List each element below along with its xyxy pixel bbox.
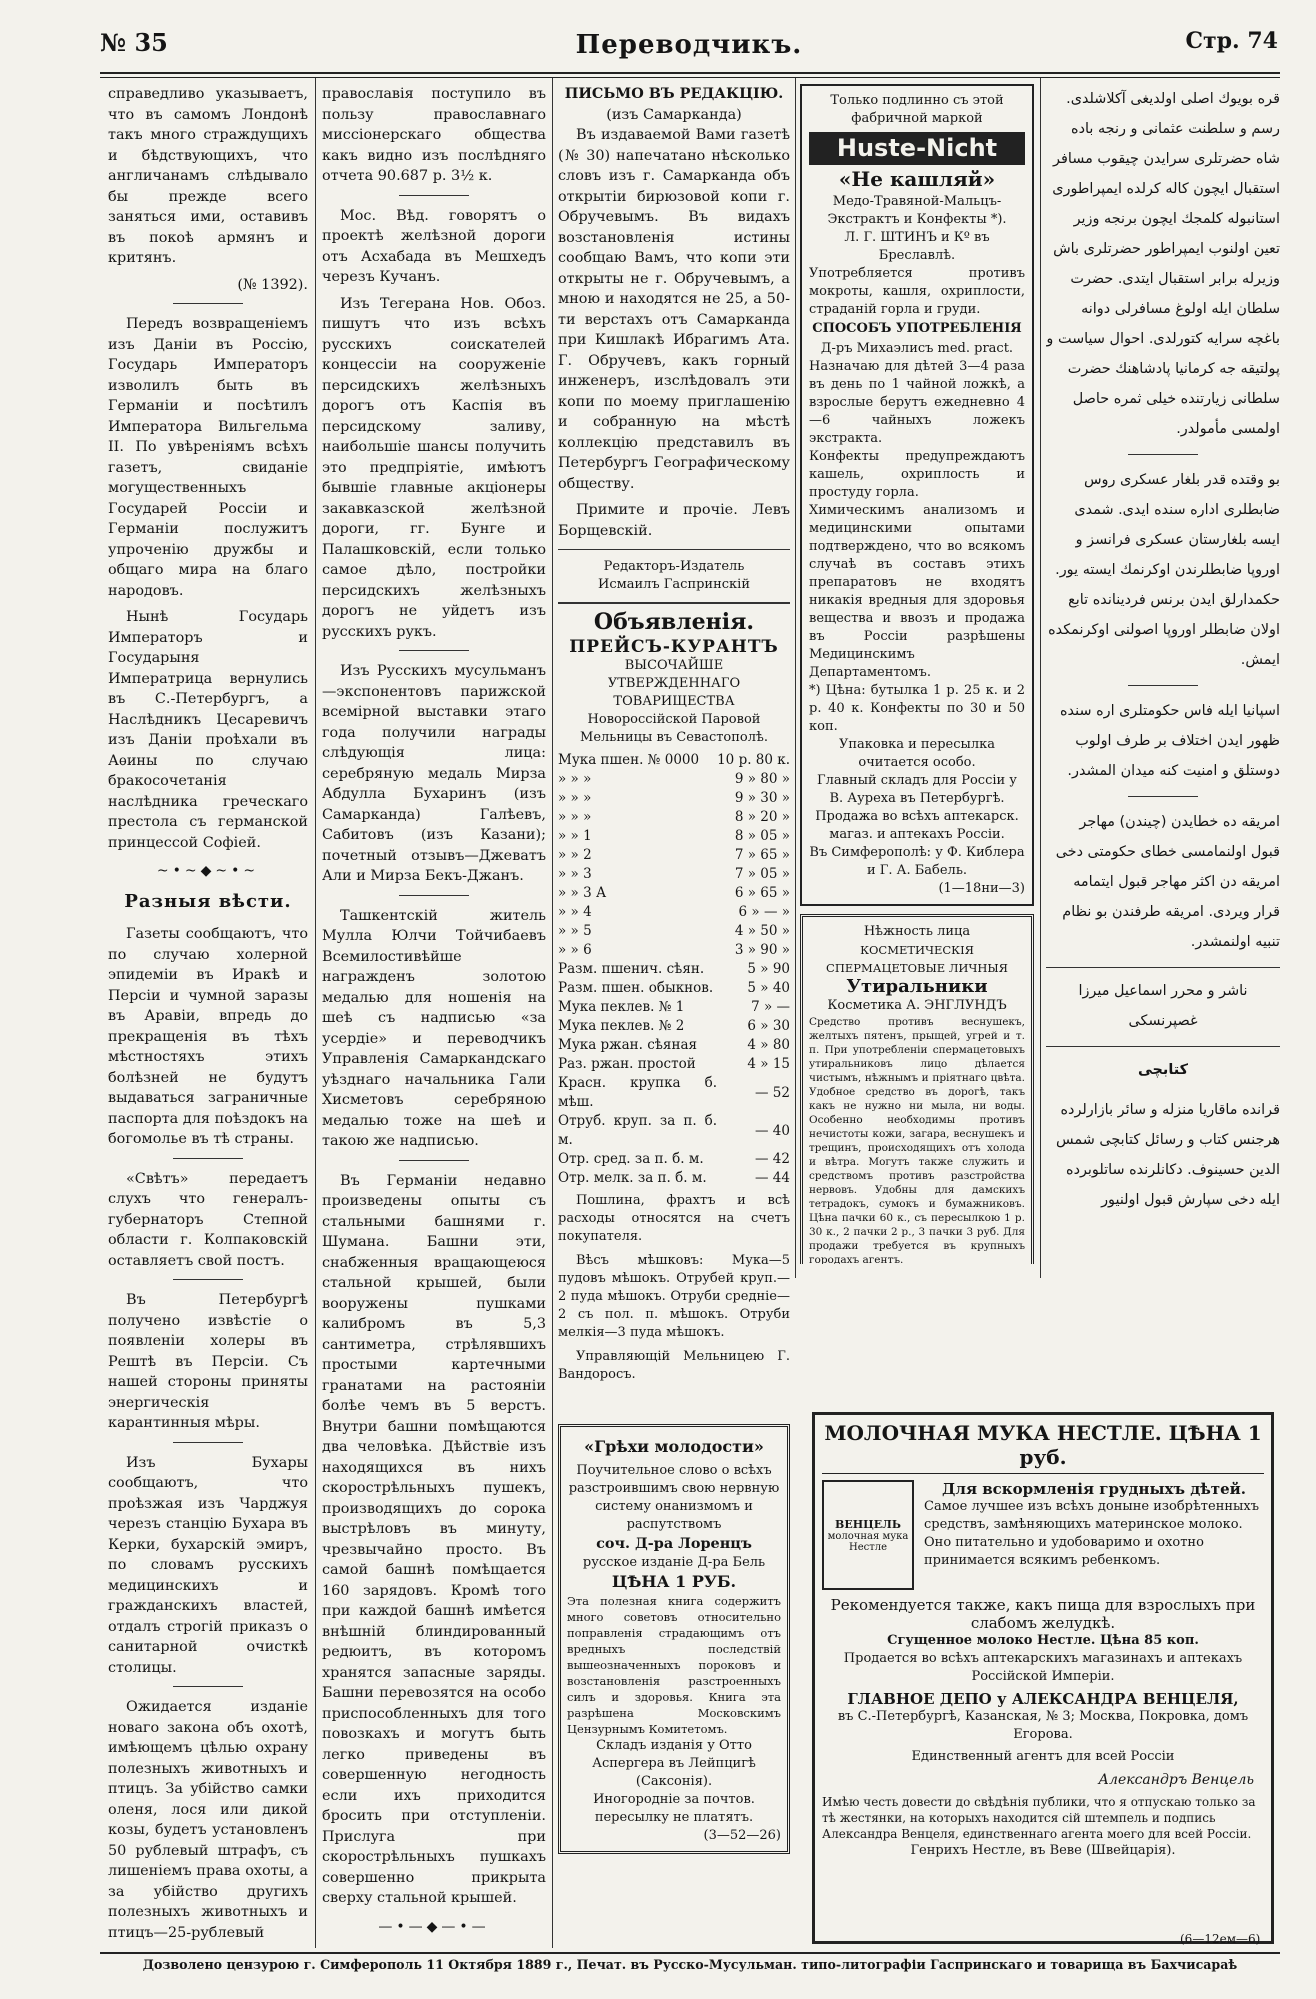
nestle-availability: Продается во всѣхъ аптекарскихъ магазинахъ и аптекахъ Россійской Имперіи.	[843, 1651, 1243, 1684]
price-item-name: » » »	[558, 771, 592, 787]
price-item-value: 5 » 40	[747, 980, 790, 996]
separator	[558, 602, 790, 604]
towel-subtitle: КОСМЕТИЧЕСКІЯ СПЕРМАЦЕТОВЫЕ ЛИЧНЫЯ	[826, 942, 1008, 975]
article-continuation: православія поступило въ пользу православнаго миссіонерскаго общества какъ видно изъ послѣдняго отчета 90.687 р. 3½ к.	[322, 86, 546, 184]
column-divider	[315, 78, 316, 1948]
price-item-name: Мука ржан. сѣяная	[558, 1037, 698, 1053]
milk-can-image	[822, 1480, 914, 1590]
price-row	[558, 865, 790, 884]
price-item-value: 6 » — »	[738, 904, 790, 920]
price-row	[558, 808, 790, 827]
brand-logo: Huste-Nicht	[809, 132, 1025, 165]
ornament-divider: —•—◆—•—	[378, 1918, 490, 1935]
turkic-news-item: بو وقتده قدر بلغار عسكری روس ضابطلری اداره سنده ايدی. شمدی ايسه بلغارستان عسكری فرانسز و اوروپا ضابطلرندن اوكرنمك ايسته يور. حكمدارلق ايدن برنس فردينانده تابع اولان ضابطلر اوروپا اصولنی اوكرنمكده ايمش.	[1048, 472, 1280, 668]
article-continuation: справедливо указываетъ, что въ самомъ Лондонѣ такъ много страждущихъ и бѣдствующихъ, что англичанамъ слѣдывало бы прежде всего заняться ими, оставивъ въ покоѣ армянъ и критянъ.	[108, 86, 308, 266]
book-depot: Складъ изданія у Отто Аспергера въ Лейпцигѣ (Саксонія).	[592, 1737, 756, 1789]
news-item: Въ Германіи недавно произведены опыты съ стальными башнями г. Шумана. Башни эти, снабженныя вращающеюся стальной крышей, были вооружены пушками калибромъ въ 5,3 сантиметра, стрѣлявшихъ простыми картечными гранатами на растояніи болѣе чемъ въ 5 верстъ. Внутри башни помѣщаются два человѣка. Дѣйствіе изъ находящихся въ нихъ скорострѣльныхъ пушекъ, производящихъ до сорока выстрѣловъ въ минуту, чрезвычайно просто. Въ самой башнѣ помѣщается 160 зарядовъ. Кромѣ того при каждой башнѣ имѣется внѣшній блиндированный редюитъ, въ которомъ хранятся запасные заряды. Башни перевозятся на особо приспособленныхъ для того повозкахъ и могутъ быть легко приведены въ совершенную негодность если ихъ приходится бросить при отступленіи. Прислуга при скорострѣльныхъ пушкахъ совершенно прикрыта сверху стальной крышей.	[322, 1172, 546, 1906]
price-signature: Управляющій Мельницею Г. Вандоросъ.	[558, 1349, 790, 1382]
ad-text: Упаковка и пересылка очитается особо.	[838, 736, 996, 770]
price-row	[558, 922, 790, 941]
news-item: Ожидается изданіе новаго закона объ охотѣ, имѣющемъ цѣлью охрану полезныхъ животныхъ и птицъ. За убійство самки оленя, лося или дикой козы, будетъ установленъ 50 рублевый штрафъ, съ лишеніемъ права охоты, а за убійство другихъ полезныхъ животныхъ и птицъ—25-рублевый	[108, 1699, 308, 1941]
column-5-turkic	[1046, 84, 1280, 1264]
price-item-name: Мука пеклев. № 2	[558, 1018, 685, 1034]
towel-body: Средство противъ веснушекъ, желтыхъ пятенъ, прыщей, угрей и т. п. При употребленіи спермацетовыхъ утиральниковъ лицо дѣлается чистымъ, нѣжнымъ и пріятнаго цвѣта. Удобное средство въ дорогѣ, такъ какъ не нужно ни мыла, ни воды. Особенно необходимы противъ нечистоты кожи, загара, веснушекъ и трещинъ, происходящихъ отъ холода и вѣтра. Могутъ также служить и средствомъ противъ разстройства нервовъ. Удобны для дамскихъ тетрадокъ, сумокъ и бумажниковъ. Цѣна пачки 60 к., съ пересылкою 1 р. 30 к., 2 пачки 2 р., 3 пачки 3 руб. Для продажи требуется въ крупныхъ городахъ агентъ.	[809, 1016, 1025, 1264]
price-row	[558, 827, 790, 846]
price-item-value: — 52	[755, 1084, 790, 1101]
price-row	[558, 1017, 790, 1036]
news-item: Нынѣ Государь Императоръ и Государыня Императрица вернулись въ С.-Петербургъ, а Наслѣдникъ Цесаревичъ изъ Даніи проѣхали въ Аѳины по случаю бракосочетанія наслѣдника греческаго престола съ германской принцессой Софіей.	[108, 609, 308, 851]
nestle-tagline: Для вскормленія грудныхъ дѣтей.	[942, 1480, 1246, 1498]
news-item: Ташкентскій житель Мулла Юлчи Тойчибаевъ Всемилостивѣйше награжденъ золотою медалью для ношенія на шеѣ съ надписью «за усердіе» и переводчикъ Управленія Самаркандскаго уѣзднаго начальника Гали Хисметовъ серебряною медалью тоже на шеѣ и такою же надписью.	[322, 907, 546, 1149]
nestle-advertisement	[812, 1412, 1274, 1944]
column-1	[108, 84, 308, 1944]
price-item-name: Мука пеклев. № 1	[558, 999, 685, 1015]
can-brand: ВЕНЦЕЛЬ	[835, 1517, 901, 1531]
towel-tagline: Нѣжность лица	[863, 923, 971, 939]
price-row	[558, 751, 790, 770]
price-item-value: 7 » 05 »	[734, 866, 790, 882]
nestle-headline: МОЛОЧНАЯ МУКА НЕСТЛЕ. ЦѢНА 1 руб.	[822, 1421, 1264, 1474]
column-divider	[795, 78, 796, 1278]
turkic-news-item: قره بويوك اصلی اولديغی آكلاشلدی. رسم و سلطنت عثمانی و رنجه باده شاه حضرتلری سرايدن چيقوب مسافر استقبال ايچون كاله كرلده ايمپراطوری استانبوله كلمجك ايچون برنجه وزير تعين اولنوب ايمپراطور حضرتلری باش وزيرله برابر استقبال ايتدی. حضرت سلطان ايله اولوغ مسافرلی دوانه باغچه سرايه كتورلدی. احوال سياست و پولتيقه جه كرمانيا پادشاهنك حضرت سلطانی زيارتنده خيلی ثمره حاصل اولمسی مأمولدر.	[1046, 91, 1280, 437]
price-row	[558, 1112, 790, 1150]
price-list-subtitle: ВЫСОЧАЙШЕ УТВЕРЖДЕННАГО ТОВАРИЩЕСТВА	[607, 658, 741, 709]
price-item-name: » » 5	[558, 923, 592, 939]
price-item-value: 4 » 50 »	[734, 923, 790, 939]
price-item-value: 10 р. 80 к.	[717, 752, 790, 768]
ad-text: Продажа во всѣхъ аптекарск. магаз. и аптекахъ Россіи.	[815, 808, 1019, 842]
price-row	[558, 789, 790, 808]
separator	[1046, 967, 1280, 968]
section-heading: Разныя вѣсти.	[124, 890, 292, 912]
nestle-depot-address: въ С.-Петербургѣ, Казанская, № 3; Москва, Покровка, домъ Егорова.	[837, 1709, 1249, 1742]
ad-code: (1—18ни—3)	[938, 880, 1025, 896]
method-author: Д-ръ Михаэлисъ med. pract.	[820, 340, 1014, 356]
ad-text: Химическимъ анализомъ и медицинскими опытами подтверждено, что во всякомъ случаѣ въ составъ этихъ препаратовъ не входятъ никакія вредныя для здоровья вещества и ввозъ и продажа въ Россіи разрѣшены Медицинскимъ Департаментомъ.	[809, 502, 1025, 680]
price-list-organization: Новороссійской Паровой Мельницы въ Севастополѣ.	[580, 712, 768, 745]
turkic-publisher: ناشر و محرر اسماعيل ميرزا غصپرنسكی	[1078, 983, 1248, 1029]
imprint-footer: Дозволено цензурою г. Симферополь 11 Октября 1889 г., Печат. въ Русско-Мусульман. типо-литографіи Гаспринскаго и товарища въ Бахчисараѣ	[100, 1952, 1280, 1972]
news-item: Передъ возвращеніемъ изъ Даніи въ Россію, Государь Императоръ изволилъ быть въ Германіи и посѣтилъ Императора Вильгельма II. По увѣреніямъ всѣхъ газетъ, свиданіе могущественныхъ Государей Россіи и Германіи послужитъ упроченію дружбы и общаго мира на благо народовъ.	[108, 316, 308, 599]
separator	[173, 1158, 243, 1159]
price-item-value: 4 » 15	[747, 1056, 790, 1072]
price-list-title: ПРЕЙСЪ-КУРАНТЪ	[569, 636, 779, 657]
nestle-depot-title: ГЛАВНОЕ ДЕПО у АЛЕКСАНДРА ВЕНЦЕЛЯ,	[847, 1690, 1239, 1708]
ad-depot: Главный складъ для Россіи у В. Ауреха въ Петербургѣ.	[817, 772, 1017, 806]
separator	[173, 1442, 243, 1443]
price-row	[558, 1055, 790, 1074]
separator	[399, 195, 469, 196]
ornament-divider: ~•~◆~•~	[156, 863, 260, 879]
separator	[173, 1686, 243, 1687]
price-row	[558, 1150, 790, 1169]
price-item-value: 8 » 05 »	[734, 828, 790, 844]
column-divider	[552, 78, 553, 1948]
ad-text: Въ Симферополѣ: у Ф. Киблера и Г. А. Бабель.	[809, 844, 1025, 878]
ad-text: Назначаю для дѣтей 3—4 раза въ день по 1 чайной ложкѣ, а взрослые берутъ ежедневно 4—6 чайныхъ ложекъ экстракта.	[809, 358, 1025, 446]
masthead	[100, 24, 1278, 68]
price-item-name: Разм. пшенич. сѣян.	[558, 961, 705, 977]
news-item: Изъ Русскихъ мусульманъ—экспонентовъ парижской всемірной выставки этаго года получили награды слѣдующія лица: серебряную медаль Мирза Абдулла Бухаринъ (изъ Самарканда) Галѣевъ, Сабитовъ (изъ Казани); почетный отзывъ—Джеватъ Али и Мирза Бекъ-Джанъ.	[322, 663, 546, 884]
price-item-name: » » »	[558, 809, 592, 825]
brand-name-russian: «Не кашляй»	[838, 166, 996, 191]
price-item-value: 3 » 90 »	[734, 942, 790, 958]
book-body: Эта полезная книга содержитъ много советовъ относительно поправленія страдающимъ отъ вредныхъ последствій вышеозначенныхъ пороковъ и возстановленія разстроенныхъ силъ и здоровья. Книга эта разрѣшена Московскимъ Цензурнымъ Комитетомъ.	[567, 1593, 781, 1736]
book-postage: Иногородніе за почтов. пересылку не платятъ.	[593, 1791, 755, 1825]
article-reference: (№ 1392).	[237, 276, 308, 293]
letter-signature: Примите и прочіе. Левъ Борщевскій.	[558, 502, 790, 539]
price-item-name: Разм. пшен. обыкнов.	[558, 980, 714, 996]
price-row	[558, 1074, 790, 1112]
ads-heading: Объявленія.	[593, 609, 755, 635]
turkic-books-body: قرانده ماقاريا منزله و سائر بازارلرده هرجنس كتاب و رسائل كتابچی شمس الدين حسينوف. دكانلرنده ساتلوبرده ايله دخی سپارش قبول اولنيور	[1056, 1102, 1280, 1208]
price-row	[558, 1036, 790, 1055]
price-row	[558, 979, 790, 998]
turkic-news-item: امريقه ده خطايدن (چيندن) مهاجر قبول اولنمامسی خطای حكومتی دخی امريقه دن اكثر مهاجر قبول ايتمامه قرار ويردی. امريقه طرفندن بو نظام تنبيه اولنمشدر.	[1055, 814, 1280, 950]
ad-note: Только подлинно съ этой фабричной маркой	[830, 93, 1004, 126]
book-author: соч. Д-ра Лоренцъ	[596, 1534, 752, 1552]
price-item-value: — 40	[755, 1122, 790, 1139]
book-translator: русское изданіе Д-ра Бель	[582, 1555, 766, 1570]
price-item-name: » » 4	[558, 904, 592, 920]
huste-nicht-advertisement	[800, 84, 1034, 906]
price-row	[558, 998, 790, 1017]
price-row	[558, 960, 790, 979]
separator	[1046, 1046, 1280, 1047]
method-title: СПОСОБЪ УПОТРЕБЛЕНІЯ	[812, 321, 1022, 336]
price-item-value: 7 » —	[751, 999, 790, 1015]
separator	[399, 1160, 469, 1161]
page-number: Стр. 74	[1185, 28, 1278, 54]
separator	[1128, 796, 1198, 797]
editor-name: Исмаилъ Гаспринскій	[598, 577, 750, 592]
column-2	[322, 84, 546, 1944]
letter-origin: (изъ Самарканда)	[606, 106, 742, 123]
ad-code: (3—52—26)	[703, 1827, 781, 1843]
product-subtitle: Медо-Травяной-Мальцъ-Экстрактъ и Конфекты *).	[827, 194, 1007, 227]
price-item-value: 9 » 30 »	[734, 790, 790, 806]
price-item-name: Отруб. круп. за п. б. м.	[558, 1113, 718, 1148]
column-4	[800, 84, 1034, 1264]
price-item-name: Отр. мелк. за п. б. м.	[558, 1170, 707, 1186]
editor-label: Редакторъ-Издатель	[603, 559, 745, 574]
manufacturer: Л. Г. ШТИНЪ и Кº въ Бреславлѣ.	[844, 230, 990, 263]
separator	[1128, 454, 1198, 455]
price-item-value: 4 » 80	[747, 1037, 790, 1053]
price-row	[558, 1169, 790, 1188]
price-item-name: » » 6	[558, 942, 592, 958]
price-item-name: Красн. крупка б. мѣш.	[558, 1075, 718, 1110]
price-item-name: » » 2	[558, 847, 592, 863]
news-item: Въ Петербургѣ получено извѣстіе о появленіи холеры въ Рештѣ въ Персіи. Съ нашей стороны приняты энергическія карантинныя мѣры.	[108, 1292, 308, 1431]
separator	[173, 303, 243, 304]
towel-advertisement	[800, 914, 1034, 1265]
ad-price: *) Цѣна: бутылка 1 р. 25 к. и 2 р. 40 к. Конфекты по 30 и 50 коп.	[809, 682, 1025, 734]
price-item-value: 5 » 90	[747, 961, 790, 977]
separator	[399, 895, 469, 896]
separator	[558, 549, 790, 550]
news-item: «Свѣтъ» передаетъ слухъ что генералъ-губернаторъ Степной области г. Колпаковскій оставляетъ свой постъ.	[108, 1170, 308, 1269]
price-row	[558, 884, 790, 903]
separator	[399, 650, 469, 651]
price-item-name: Отр. сред. за п. б. м.	[558, 1151, 704, 1167]
price-item-value: 9 » 80 »	[734, 771, 790, 787]
news-item: Мос. Вѣд. говорятъ о проектѣ желѣзной дороги отъ Асхабада въ Мешхедъ черезъ Кучанъ.	[322, 207, 546, 285]
turkic-books-title: كتابچی	[1138, 1062, 1188, 1078]
letter-title: ПИСЬМО ВЪ РЕДАКЦІЮ.	[564, 85, 784, 102]
can-text: молочная мука Нестле	[827, 1530, 909, 1553]
letter-body: Въ издаваемой Вами газетѣ (№ 30) напечатано нѣсколько словъ изъ г. Самарканда объ открытіи бирюзовой копи г. Обручевымъ. Въ видахъ возстановленія истины сообщаю Вамъ, что копи эти открыты не г. Обручевымъ, а мною и находятся не 25, а 50-ти верстахъ отъ Самарканда при Кишлакѣ Ибрагимъ Ата. Г. Обручевъ, какъ горный инженеръ, изслѣдовалъ эти копи по моему приглашенію и собранную на мѣстѣ коллекцію представилъ въ Петербургъ Географическому обществу.	[558, 127, 790, 492]
nestle-body: Рекомендуется также, какъ пища для взрослыхъ при слабомъ желудкѣ.	[830, 1596, 1256, 1632]
towel-maker: Косметика А. ЭНГЛУНДЪ	[827, 998, 1007, 1013]
book-price: ЦѢНА 1 РУБ.	[611, 1572, 737, 1591]
price-note: Пошлина, фрахтъ и всѣ расходы относятся на счетъ покупателя.	[558, 1193, 790, 1244]
price-row	[558, 941, 790, 960]
price-row	[558, 903, 790, 922]
nestle-signature: Александръ Венцель	[1098, 1772, 1254, 1788]
book-description: Поучительное слово о всѣхъ разстроившимъ свою нервную систему онанизмомъ и распутствомъ	[568, 1462, 780, 1532]
column-divider	[1040, 78, 1041, 1278]
book-title: «Грѣхи молодости»	[584, 1437, 764, 1456]
price-item-name: » » 3	[558, 866, 592, 882]
price-item-value: 7 » 65 »	[734, 847, 790, 863]
turkic-news-item: اسپانيا ايله فاس حكومتلری اره سنده ظهور ايدن اختلاف بر طرف اولوب دوستلق و امنيت كنه ميدان المشدر.	[1060, 703, 1280, 779]
price-item-name: Раз. ржан. простой	[558, 1056, 696, 1072]
nestle-firm: Генрихъ Нестле, въ Веве (Швейцарія).	[910, 1843, 1176, 1858]
price-row	[558, 770, 790, 789]
nestle-milk-price: Сгущенное молоко Нестле. Цѣна 85 коп.	[887, 1633, 1199, 1648]
news-item: Изъ Тегерана Нов. Обоз. пишутъ что изъ всѣхъ русскихъ соискателей концессіи на сооруженіе персидскихъ желѣзныхъ дорогъ отъ Каспія въ персидскому заливу, наибольшіе шансы получить это предпріятіе, имѣютъ бывшіе главные акціонеры закавказской желѣзной дороги, гг. Бунге и Палашковскій, если только самое дѣло, постройки персидскихъ желѣзныхъ дорогъ не уйдетъ изъ русскихъ рукъ.	[322, 295, 546, 640]
price-item-name: » » »	[558, 790, 592, 806]
newspaper-title: Переводчикъ.	[575, 30, 803, 60]
issue-number: № 35	[100, 28, 168, 57]
price-item-name: » » 3 А	[558, 885, 607, 901]
towel-title: Утиральники	[846, 975, 988, 997]
price-item-value: 8 » 20 »	[734, 809, 790, 825]
separator	[173, 1279, 243, 1280]
price-item-name: Мука пшен. № 0000	[558, 752, 700, 768]
column-3	[558, 84, 790, 1944]
price-item-value: 6 » 30	[747, 1018, 790, 1034]
book-advertisement	[558, 1424, 790, 1854]
price-item-value: — 42	[755, 1151, 790, 1167]
news-item: Изъ Бухары сообщаютъ, что проѣзжая изъ Чарджуя черезъ станцію Бухара въ Керки, бухарскій эмиръ, по словамъ русскихъ медицинскихъ и гражданскихъ властей, отдалъ строгій приказъ о санитарной очисткѣ столицы.	[108, 1454, 308, 1676]
ad-text: Употребляется противъ мокроты, кашля, охриплости, страданій горла и груди.	[809, 266, 1025, 317]
ad-text: Конфекты предупреждаютъ кашель, охриплость и простуду горла.	[809, 448, 1025, 500]
price-item-value: 6 » 65 »	[734, 885, 790, 901]
price-note: Вѣсъ мѣшковъ: Мука—5 пудовъ мѣшокъ. Отрубей круп.—2 пуда мѣшокъ. Отруби средніе—2 съ пол. п. мѣшокъ. Отруби мелкія—3 пуда мѣшокъ.	[558, 1253, 790, 1340]
price-item-name: » » 1	[558, 828, 592, 844]
nestle-body: Самое лучшее изъ всѣхъ доныне изобрѣтенныхъ средствъ, замѣняющихъ материнское молоко. Оно питательно и удобоваримо и охотно принимается всякимъ ребенкомъ.	[924, 1499, 1259, 1568]
price-table	[558, 751, 790, 1188]
separator	[1128, 685, 1198, 686]
ad-code: (6—12ем—6)	[1180, 1932, 1261, 1946]
price-row	[558, 846, 790, 865]
masthead-rule	[100, 72, 1280, 78]
nestle-notice: Имѣю честь довести до свѣдѣнія публики, что я отпускаю только за тѣ жестянки, на которыхъ находится сій штемпель и подпись Александра Венцеля, единственнаго агента моего для всей Россіи.	[822, 1795, 1256, 1841]
nestle-agent: Единственный агентъ для всей Россіи	[911, 1749, 1175, 1764]
news-item: Газеты сообщаютъ, что по случаю холерной эпидеміи въ Иракѣ и Персіи и чумной заразы въ Аравіи, впредь до прекращенія въ тѣхъ мѣстностяхъ этихъ болѣзней не будутъ выдаваться заграничные паспорта для поѣздокъ на богомолье въ тѣ страны.	[108, 926, 308, 1147]
price-item-value: — 44	[755, 1170, 790, 1186]
